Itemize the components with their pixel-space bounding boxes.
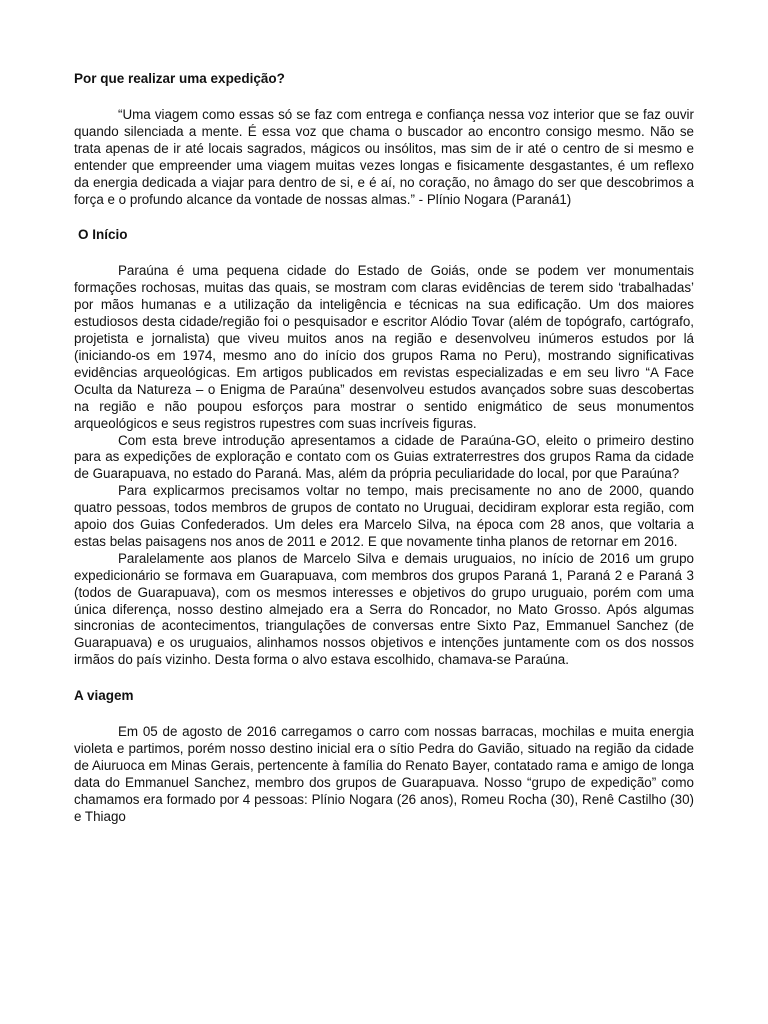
section-heading-beginning: O Início: [78, 227, 128, 243]
paragraph-first-destination: Com esta breve introdução apresentamos a cidade de Paraúna-GO, eleito o primeiro destino para as expedições de exploração e contato com os Guias extraterrestres dos grupos Rama da cidade de Guarapuava, no estado do Paraná. Mas, além da própria peculiaridade do local, por que Paraúna?: [74, 432, 694, 482]
section-heading-why-expedition: Por que realizar uma expedição?: [74, 71, 285, 86]
paragraph-trip-start: Em 05 de agosto de 2016 carregamos o carro com nossas barracas, mochilas e muita energia violeta e partimos, porém nosso destino inicial era o sítio Pedra do Gavião, situado na região da cidade de Aiuruoca em Minas Gerais, pertencente à família do Renato Bayer, contatado rama e amigo de longa data do Emmanuel Sanchez, membro dos grupos de Guarapuava. Nosso “grupo de expedição” como chamamos era formado por 4 pessoas: Plínio Nogara (26 anos), Romeu Rocha (30), Renê Castilho (30) e Thiago: [74, 724, 694, 824]
paragraph-expedition-group: Paralelamente aos planos de Marcelo Silva e demais uruguaios, no início de 2016 um grupo expedicionário se formava em Guarapuava, com membros dos grupos Paraná 1, Paraná 2 e Paraná 3 (todos de Guarapuava), com os mesmos interesses e objetivos do grupo uruguaio, porém com uma única diferença, nosso destino almejado era a Serra do Roncador, no Mato Grosso. Após algumas sincronias de acontecimentos, triangulações de conversas entre Sixto Paz, Emmanuel Sanchez (de Guarapuava) e os uruguaios, alinhamos nossos objetivos e intenções juntamente com os dos nossos irmãos do país vizinho. Desta forma o alvo estava escolhido, chamava-se Paraúna.: [74, 550, 694, 668]
paragraph-history-2000: Para explicarmos precisamos voltar no tempo, mais precisamente no ano de 2000, quando quatro pessoas, todos membros de grupos de contato no Uruguai, decidiram explorar esta região, com apoio dos Guias Confederados. Um deles era Marcelo Silva, na época com 28 anos, que voltaria a estas belas paisagens nos anos de 2011 e 2012. E que novamente tinha planos de retornar em 2016.: [74, 483, 694, 549]
paragraph-parauna-intro: Paraúna é uma pequena cidade do Estado de Goiás, onde se podem ver monumentais formações rochosas, muitas das quais, se mostram com claras evidências de terem sido ‘trabalhadas’ por mãos humanas e a utilização da inteligência e técnicas na sua edificação. Um dos maiores estudiosos desta cidade/região foi o pesquisador e escritor Alódio Tovar (além de topógrafo, cartógrafo, projetista e jornalista) que viveu muitos anos na região e desenvolveu inúmeros estudos por lá (iniciando-os em 1974, mesmo ano do início dos grupos Rama no Peru), mostrando significativas evidências arqueológicas. Em artigos publicados em revistas especializadas e em seu livro “A Face Oculta da Natureza – o Enigma de Paraúna” desenvolveu estudos avançados sobre suas descobertas na região e não poupou esforços para mostrar o sentido enigmático de seus monumentos arqueológicos e seus registros rupestres com suas incríveis figuras.: [74, 263, 694, 431]
quote-paragraph: “Uma viagem como essas só se faz com entrega e confiança nessa voz interior que se faz ouvir quando silenciada a mente. É essa voz que chama o buscador ao encontro consigo mesmo. Não se trata apenas de ir até locais sagrados, mágicos ou insólitos, mas sim de ir até o centro de si mesmo e entender que empreender uma viagem muitas vezes longas e fisicamente desgastantes, é um reflexo da energia dedicada a viajar para dentro de si, e é aí, no coração, no âmago do ser que descobrimos a força e o profundo alcance da vontade de nossas almas.” - Plínio Nogara (Paraná1): [74, 107, 694, 207]
section-heading-the-trip: A viagem: [74, 688, 134, 704]
